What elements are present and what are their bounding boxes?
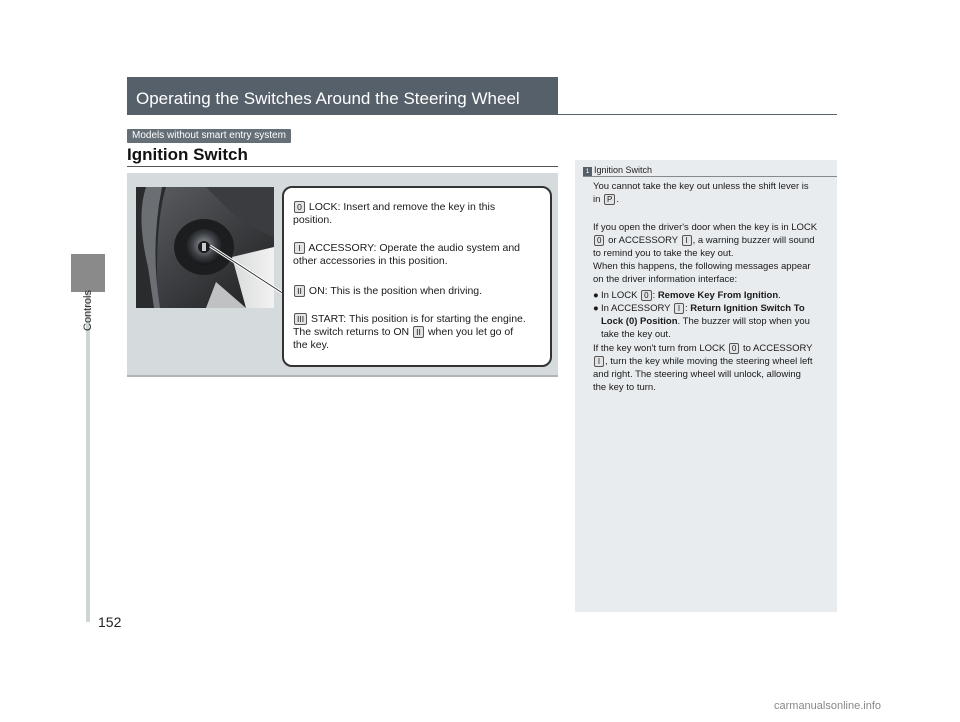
- on-description: [293, 285, 549, 298]
- sidebar-bullet-lock: ● In LOCK 0 : Remove Key From Ignition.: [593, 290, 781, 301]
- sidebar-p2-line5: on the driver information interface:: [593, 274, 738, 285]
- sidebar-b2-message-2: Lock (0) Position: [601, 316, 678, 327]
- ignition-illustration: [136, 187, 274, 308]
- sidebar-p1-line2-post: .: [616, 194, 620, 205]
- sidebar-p3-key2: I: [594, 356, 604, 367]
- sidebar-bullet-accessory: ● In ACCESSORY I : Return Ignition Switch To Lock (0) Position. The buzzer will stop when you take the key out.: [593, 303, 810, 340]
- section-rule: [127, 166, 558, 167]
- sidebar-paragraph-3: [583, 342, 833, 394]
- start-line2-pre: The switch returns to ON: [293, 326, 410, 338]
- start-key-symbol: III: [294, 313, 307, 325]
- sidebar-b2-message-1: Return Ignition Switch To: [690, 303, 805, 314]
- sidebar-b1-post: .: [778, 290, 781, 301]
- start-line2-key: II: [413, 326, 424, 338]
- sidebar-b2-pre: In ACCESSORY: [601, 303, 671, 314]
- sidebar-rule: [583, 176, 837, 177]
- lock-description: [293, 201, 549, 227]
- sidebar-b2-line3: take the key out.: [601, 329, 671, 340]
- sidebar-b1-message: Remove Key From Ignition: [657, 290, 779, 301]
- ignition-photo: [136, 187, 274, 308]
- sidebar-b1-pre: In LOCK: [601, 290, 638, 301]
- lock-line2: position.: [293, 214, 333, 226]
- sidebar-paragraph-1: [583, 180, 833, 206]
- accessory-description: [293, 242, 549, 268]
- header-rule: [127, 114, 837, 115]
- sidebar-p3-line1-post: to ACCESSORY: [742, 343, 813, 354]
- park-key-symbol: P: [604, 194, 615, 205]
- start-line1: START: This position is for starting the engine.: [311, 313, 526, 325]
- sidebar-b2-key: I: [674, 303, 684, 314]
- page-title: Operating the Switches Around the Steering Wheel: [136, 89, 520, 108]
- page-number: 152: [98, 614, 122, 630]
- start-line3: the key.: [293, 339, 329, 351]
- sidebar-p2-line1: If you open the driver's door when the key is in LOCK: [593, 222, 818, 233]
- sidebar-p2-line3: to remind you to take the key out.: [593, 248, 734, 259]
- chapter-tab: [71, 254, 105, 292]
- sidebar-p3-line2-post: , turn the key while moving the steering wheel left: [605, 356, 813, 367]
- sidebar-p2-key2: I: [682, 235, 692, 246]
- reference-icon: 1: [583, 167, 592, 176]
- sidebar-p3-line1-pre: If the key won't turn from LOCK: [593, 343, 726, 354]
- sidebar-p2-line2-mid: or ACCESSORY: [608, 235, 678, 246]
- sidebar-b2-colon: :: [685, 303, 688, 314]
- sidebar-heading-text: Ignition Switch: [594, 165, 653, 175]
- accessory-key-symbol: I: [294, 242, 305, 254]
- on-text: ON: This is the position when driving.: [308, 285, 483, 297]
- sidebar-p2-key1: 0: [594, 235, 604, 246]
- accessory-line1: ACCESSORY: Operate the audio system and: [308, 242, 521, 254]
- section-title: Ignition Switch: [127, 145, 248, 164]
- sidebar-p1-line1: You cannot take the key out unless the shift lever is: [593, 181, 809, 192]
- start-line2-post: when you let go of: [427, 326, 514, 338]
- sidebar-p1-line2-pre: in: [593, 194, 601, 205]
- watermark: carmanualsonline.info: [774, 700, 882, 712]
- start-description: [293, 313, 549, 352]
- chapter-label: Controls: [82, 290, 94, 331]
- models-badge: Models without smart entry system: [127, 129, 291, 143]
- on-key-symbol: II: [294, 285, 305, 297]
- sidebar-b1-colon: :: [652, 290, 656, 301]
- sidebar-p2-line2-post: , a warning buzzer will sound: [692, 235, 815, 246]
- sidebar-heading: [583, 165, 652, 176]
- accessory-line2: other accessories in this position.: [293, 255, 448, 267]
- sidebar-p3-line3: and right. The steering wheel will unlock, allowing: [593, 369, 801, 380]
- sidebar-paragraph-2: [583, 221, 833, 286]
- sidebar-b1-key: 0: [641, 290, 651, 301]
- sidebar-p3-line4: the key to turn.: [593, 382, 656, 393]
- sidebar-p2-line4: When this happens, the following messages appear: [593, 261, 811, 272]
- sidebar-b2-post: . The buzzer will stop when you: [677, 316, 810, 327]
- lock-line1: LOCK: Insert and remove the key in this: [308, 201, 496, 213]
- sidebar-p3-key1: 0: [729, 343, 739, 354]
- lock-key-symbol: 0: [294, 201, 305, 213]
